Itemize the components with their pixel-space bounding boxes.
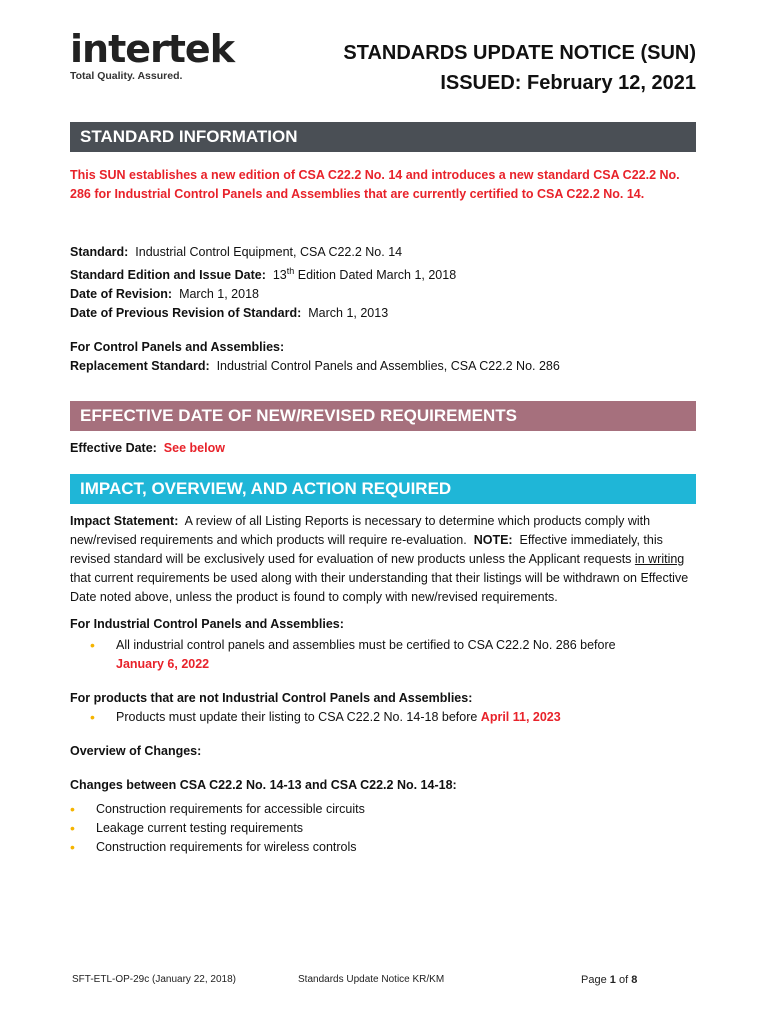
- list-item: • Construction requirements for wireless controls: [70, 838, 696, 857]
- other-products-heading: For products that are not Industrial Control Panels and Assemblies:: [70, 691, 473, 705]
- changes-block: [70, 776, 696, 857]
- effective-date-row: Effective Date: See below: [70, 441, 225, 455]
- footer-page-number: Page 1 of 8: [581, 974, 638, 986]
- panels-label: For Control Panels and Assemblies:: [70, 340, 285, 354]
- title-line-1: STANDARDS UPDATE NOTICE (SUN): [343, 42, 696, 64]
- panels-block: [70, 615, 696, 674]
- revision-row: Date of Revision: March 1, 2018: [70, 287, 259, 302]
- footer-form-id: SFT-ETL-OP-29c (January 22, 2018): [72, 974, 236, 985]
- replacement-row: Replacement Standard: Industrial Control Panels and Assemblies, CSA C22.2 No. 286: [70, 359, 560, 373]
- document-title: [343, 38, 696, 98]
- list-item: • All industrial control panels and assemblies must be certified to CSA C22.2 No. 286 before January 6, 2022: [70, 636, 696, 674]
- footer-doc-name: Standards Update Notice KR/KM: [298, 974, 445, 985]
- panels-list: [70, 636, 696, 674]
- list-item: • Leakage current testing requirements: [70, 819, 696, 838]
- edition-row: Standard Edition and Issue Date: 13th Edition Dated March 1, 2018: [70, 266, 457, 283]
- section-heading-impact: IMPACT, OVERVIEW, AND ACTION REQUIRED: [70, 474, 696, 504]
- standard-details: [70, 243, 696, 323]
- logo-tagline: Total Quality. Assured.: [70, 70, 183, 82]
- list-item: • Construction requirements for accessible circuits: [70, 800, 696, 819]
- section-heading-standard-information: STANDARD INFORMATION: [70, 122, 696, 152]
- overview-heading: Overview of Changes:: [70, 744, 202, 758]
- other-products-block: [70, 689, 696, 727]
- changes-heading: Changes between CSA C22.2 No. 14-13 and CSA C22.2 No. 14-18:: [70, 778, 457, 792]
- list-item: • Products must update their listing to CSA C22.2 No. 14-18 before April 11, 2023: [70, 708, 696, 727]
- logo-wordmark: intertek: [70, 27, 234, 71]
- section-heading-effective-date: EFFECTIVE DATE OF NEW/REVISED REQUIREMENTS: [70, 401, 696, 431]
- changes-list: [70, 800, 696, 857]
- previous-revision-row: Date of Previous Revision of Standard: March 1, 2013: [70, 306, 389, 321]
- replacement-details: [70, 338, 696, 376]
- panels-heading: For Industrial Control Panels and Assemblies:: [70, 617, 344, 631]
- intro-paragraph: This SUN establishes a new edition of CSA C22.2 No. 14 and introduces a new standard CSA C22.2 No. 286 for Industrial Control Panels and Assemblies that are currently certified to CSA C22.2 No. 14.: [70, 168, 680, 201]
- impact-statement: Impact Statement: A review of all Listing Reports is necessary to determine which products comply with new/revised requirements and which products will require re-evaluation. NOTE: Effective immediately, this revised standard will be exclusively used for evaluation of new products unless the Applicant requests in writing that current requirements be used along with their understanding that their listings will be withdrawn on Effective Date noted above, unless the product is found to comply with new/revised requirements.: [70, 514, 689, 604]
- standard-row: Standard: Industrial Control Equipment, CSA C22.2 No. 14: [70, 245, 403, 259]
- title-line-2: ISSUED: February 12, 2021: [440, 72, 696, 94]
- other-products-list: [70, 708, 696, 727]
- intertek-logo: [70, 27, 234, 82]
